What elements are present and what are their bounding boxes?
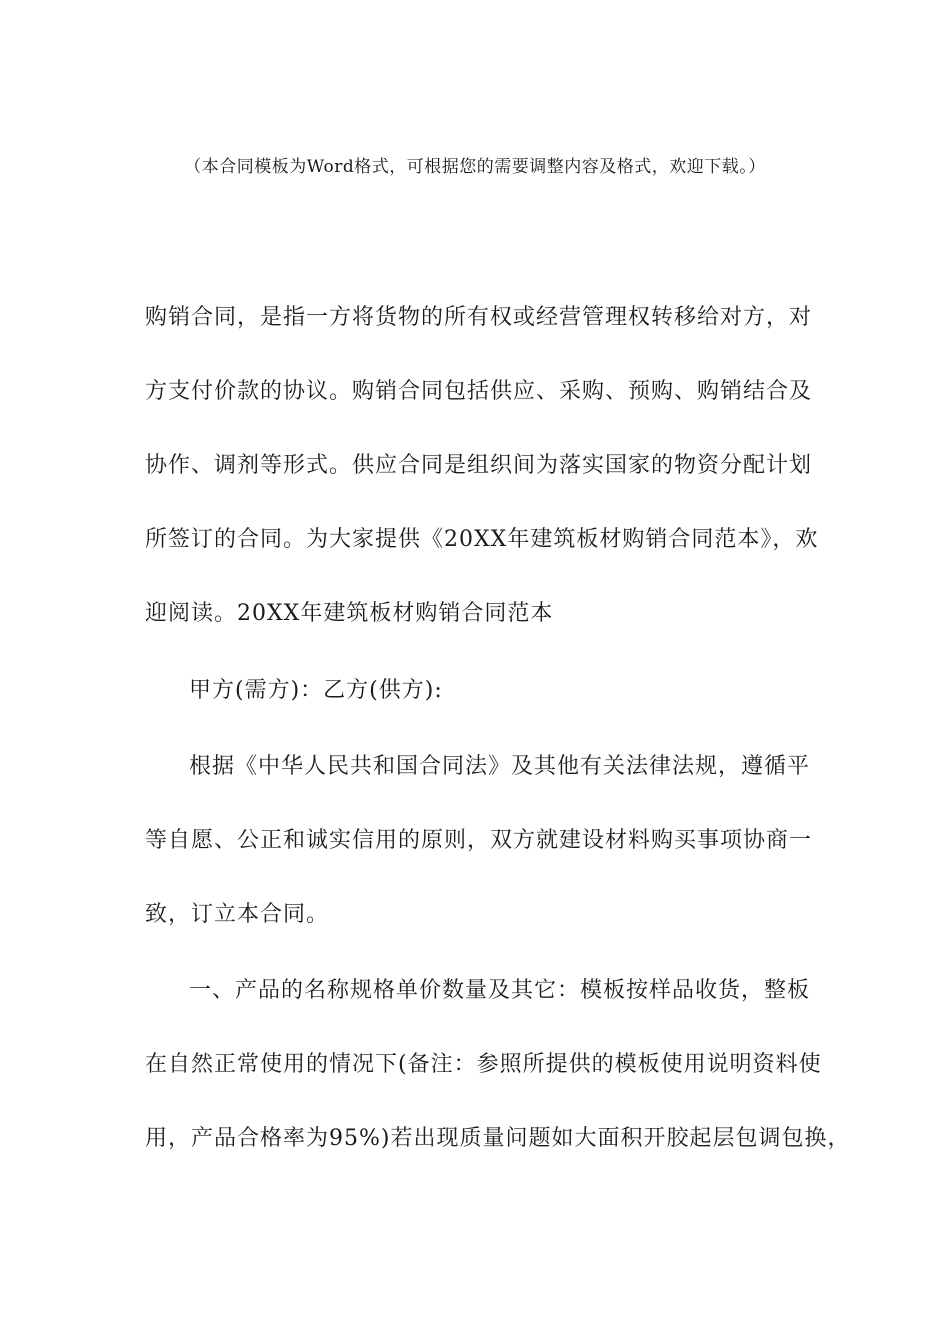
- clause1-line-3: 用，产品合格率为95%)若出现质量问题如大面积开胶起层包调包换，: [145, 1126, 851, 1151]
- basis-line-3: 致，订立本合同。: [145, 902, 330, 927]
- template-note: （本合同模板为Word格式，可根据您的需要调整内容及格式，欢迎下载。）: [184, 157, 766, 177]
- clause1-line-1: 一、产品的名称规格单价数量及其它：模板按样品收货，整板: [189, 978, 811, 1003]
- basis-line-2: 等自愿、公正和诚实信用的原则，双方就建设材料购买事项协商一: [145, 828, 813, 853]
- intro-line-2: 方支付价款的协议。购销合同包括供应、采购、预购、购销结合及: [145, 379, 813, 404]
- basis-line-1: 根据《中华人民共和国合同法》及其他有关法律法规，遵循平: [189, 754, 811, 779]
- clause1-line-2: 在自然正常使用的情况下(备注：参照所提供的模板使用说明资料使: [145, 1052, 822, 1077]
- intro-line-3: 协作、调剂等形式。供应合同是组织间为落实国家的物资分配计划: [145, 453, 813, 478]
- parties-line: 甲方(需方)：乙方(供方):: [189, 678, 443, 703]
- intro-line-5: 迎阅读。20XX年建筑板材购销合同范本: [145, 601, 554, 626]
- intro-line-4: 所签订的合同。为大家提供《20XX年建筑板材购销合同范本》，欢: [145, 527, 819, 552]
- intro-line-1: 购销合同，是指一方将货物的所有权或经营管理权转移给对方，对: [145, 305, 813, 330]
